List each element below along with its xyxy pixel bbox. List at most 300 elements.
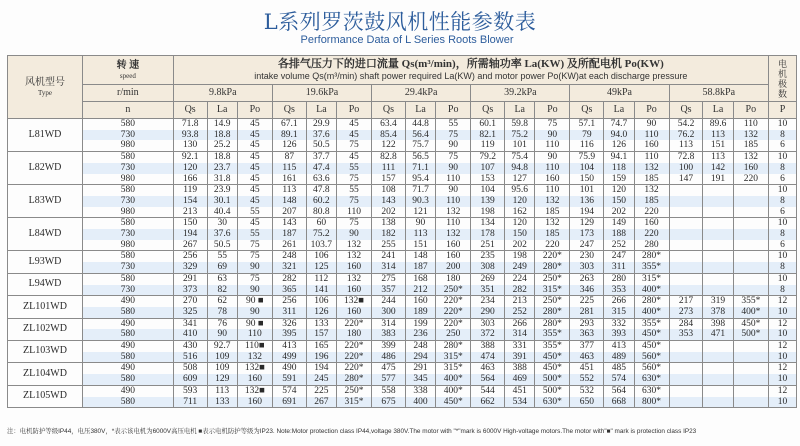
la-value: 564	[604, 385, 634, 396]
footnote: 注：电机防护等级IP44，电压380V，*表示该电机为6000V高压电机 ■表示电机防护等级为IP23. Note:Motor protection class IP44,voltage 380V.The motor with "*"mark is 6000V High-voltage motors.The motor with"■" mark is protection class IP23	[7, 428, 697, 435]
po-value: 630*	[535, 397, 570, 408]
la-value: 331	[505, 341, 535, 352]
qs-value: 82.1	[471, 130, 505, 141]
la-value: 95.6	[505, 185, 535, 196]
qs-value: 234	[471, 296, 505, 307]
speed-value: 580	[83, 251, 174, 262]
la-value: 151	[405, 240, 435, 251]
la-value: 247	[604, 251, 634, 262]
qs-value: 353	[669, 329, 703, 340]
la-value: 71.1	[405, 163, 435, 174]
pole-value: 10	[769, 185, 797, 196]
po-value: 55	[336, 185, 371, 196]
qs-value	[669, 273, 703, 284]
la-value: 315	[604, 307, 634, 318]
po-value	[733, 341, 768, 352]
table-row	[8, 229, 797, 240]
pressure-49: 49kPa	[570, 85, 669, 102]
la-value: 199	[405, 318, 435, 329]
la-value: 60	[306, 218, 336, 229]
po-value: 250*	[336, 385, 371, 396]
po-value: 280*	[634, 251, 669, 262]
qs-value	[669, 229, 703, 240]
po-value: 355*	[535, 341, 570, 352]
qs-value: 67.1	[272, 119, 306, 130]
po-value: 160	[436, 240, 471, 251]
po-value: 220*	[336, 318, 371, 329]
qs-value: 351	[471, 285, 505, 296]
po-value: 75	[237, 273, 272, 284]
qs-value: 284	[669, 318, 703, 329]
qs-value: 122	[372, 140, 406, 151]
qs-value: 63.4	[372, 119, 406, 130]
po-value: 160	[733, 163, 768, 174]
qs-value: 377	[570, 341, 604, 352]
la-value: 413	[604, 341, 634, 352]
po-value: 315*	[336, 397, 371, 408]
po-value: 45	[237, 119, 272, 130]
la-value: 92.7	[207, 341, 237, 352]
po-value	[733, 218, 768, 229]
qs-value: 119	[173, 185, 207, 196]
po-value: 500*	[733, 329, 768, 340]
table-row	[8, 185, 797, 196]
qs-value: 490	[272, 363, 306, 374]
la-header: La	[306, 102, 336, 119]
pole-value: 8	[769, 163, 797, 174]
table-row	[8, 196, 797, 207]
po-value: 160	[237, 397, 272, 408]
la-value: 23.7	[207, 163, 237, 174]
qs-value: 383	[372, 329, 406, 340]
qs-value: 230	[570, 251, 604, 262]
la-value: 113	[703, 130, 733, 141]
la-value: 25.2	[207, 140, 237, 151]
la-value: 75.4	[505, 152, 535, 163]
po-value: 185	[535, 207, 570, 218]
la-value: 198	[505, 251, 535, 262]
po-header: Po	[634, 102, 669, 119]
qs-value: 263	[570, 273, 604, 284]
po-value: 110	[436, 196, 471, 207]
po-value: 45	[237, 218, 272, 229]
qs-value: 194	[570, 207, 604, 218]
la-value: 74.7	[604, 119, 634, 130]
la-value: 47.4	[306, 163, 336, 174]
pole-value: 10	[769, 251, 797, 262]
qs-value: 675	[372, 397, 406, 408]
qs-value: 139	[471, 196, 505, 207]
po-value: 800*	[634, 397, 669, 408]
speed-value: 490	[83, 318, 174, 329]
qs-value: 593	[173, 385, 207, 396]
la-value: 113	[405, 229, 435, 240]
po-value	[733, 273, 768, 284]
po-header: Po	[733, 102, 768, 119]
po-value: 45	[237, 152, 272, 163]
qs-value: 574	[272, 385, 306, 396]
speed-value: 980	[83, 140, 174, 151]
qs-value: 281	[570, 307, 604, 318]
speed-value: 980	[83, 207, 174, 218]
speed-value: 580	[83, 152, 174, 163]
po-value: 160	[336, 307, 371, 318]
po-value	[733, 240, 768, 251]
po-value: 185	[733, 140, 768, 151]
po-value: 355*	[634, 262, 669, 273]
po-value: 630*	[634, 385, 669, 396]
la-value: 314	[505, 329, 535, 340]
la-value: 50.5	[306, 140, 336, 151]
qs-value	[669, 352, 703, 363]
qs-value: 79.2	[471, 152, 505, 163]
la-value: 165	[306, 341, 336, 352]
po-value: 450*	[535, 352, 570, 363]
po-value: 160	[634, 140, 669, 151]
la-header: La	[604, 102, 634, 119]
speed-unit: r/min	[83, 85, 174, 102]
la-value: 194	[306, 363, 336, 374]
po-value: 160	[436, 251, 471, 262]
la-value: 62	[207, 296, 237, 307]
la-value: 94.0	[604, 130, 634, 141]
table-row	[8, 174, 797, 185]
qs-value: 270	[173, 296, 207, 307]
qs-value	[669, 218, 703, 229]
po-value: 280*	[336, 374, 371, 385]
speed-value: 580	[83, 329, 174, 340]
qs-value: 150	[570, 174, 604, 185]
po-value: 450*	[634, 341, 669, 352]
speed-value: 580	[83, 374, 174, 385]
qs-value: 293	[570, 318, 604, 329]
la-value: 534	[505, 397, 535, 408]
po-value	[733, 229, 768, 240]
la-value: 14.9	[207, 119, 237, 130]
pressure-9-8: 9.8kPa	[173, 85, 272, 102]
la-value: 63.6	[306, 174, 336, 185]
table-row	[8, 385, 797, 396]
speed-value: 730	[83, 229, 174, 240]
qs-value: 474	[471, 352, 505, 363]
speed-value: 580	[83, 352, 174, 363]
qs-value: 126	[272, 140, 306, 151]
qs-value: 255	[372, 240, 406, 251]
speed-value: 980	[83, 240, 174, 251]
po-value: 45	[336, 152, 371, 163]
la-value: 469	[505, 374, 535, 385]
la-value: 151	[703, 140, 733, 151]
qs-value: 116	[570, 140, 604, 151]
speed-value: 730	[83, 262, 174, 273]
po-value: 220*	[336, 363, 371, 374]
po-value: 400*	[733, 307, 768, 318]
po-value: 315*	[535, 285, 570, 296]
po-value	[733, 374, 768, 385]
speed-value: 730	[83, 285, 174, 296]
po-value: 220	[733, 174, 768, 185]
po-value	[733, 196, 768, 207]
po-value: 450*	[733, 318, 768, 329]
qs-header: Qs	[173, 102, 207, 119]
qs-value: 326	[272, 318, 306, 329]
po-value: 75	[237, 251, 272, 262]
po-value: 220	[535, 240, 570, 251]
pole-value: 6	[769, 207, 797, 218]
po-value: 450*	[436, 397, 471, 408]
table-row	[8, 341, 797, 352]
table-row	[8, 363, 797, 374]
la-value	[703, 273, 733, 284]
model-name: L84WD	[8, 218, 83, 251]
qs-value: 399	[372, 341, 406, 352]
la-value: 311	[604, 262, 634, 273]
la-value: 94.1	[604, 152, 634, 163]
po-value: 315*	[634, 273, 669, 284]
qs-value	[669, 374, 703, 385]
la-value: 94.8	[505, 163, 535, 174]
qs-value: 235	[471, 251, 505, 262]
la-value: 191	[703, 174, 733, 185]
qs-value: 247	[570, 240, 604, 251]
la-value: 142	[703, 163, 733, 174]
qs-value	[669, 185, 703, 196]
la-value: 37.7	[306, 152, 336, 163]
po-value: 132	[336, 240, 371, 251]
la-value	[703, 251, 733, 262]
la-value: 157	[306, 329, 336, 340]
qs-value: 157	[372, 174, 406, 185]
la-value: 150	[604, 196, 634, 207]
la-value: 75.2	[306, 229, 336, 240]
la-value: 202	[604, 207, 634, 218]
la-value: 30	[207, 218, 237, 229]
po-value	[733, 207, 768, 218]
pole-value: 10	[769, 218, 797, 229]
po-value: 560*	[634, 363, 669, 374]
la-value: 249	[505, 262, 535, 273]
qs-value: 129	[570, 218, 604, 229]
qs-value: 300	[372, 307, 406, 318]
la-value: 55	[207, 251, 237, 262]
la-value: 37.6	[207, 229, 237, 240]
model-name: L81WD	[8, 119, 83, 152]
la-value: 47.8	[306, 185, 336, 196]
pressure-29-4: 29.4kPa	[372, 85, 471, 102]
table-header	[8, 56, 797, 119]
la-header: La	[405, 102, 435, 119]
qs-value: 166	[173, 174, 207, 185]
la-value: 160	[405, 296, 435, 307]
pole-value: 8	[769, 285, 797, 296]
pole-value: 6	[769, 140, 797, 151]
qs-value	[669, 207, 703, 218]
qs-value: 136	[570, 196, 604, 207]
po-value: 110	[733, 119, 768, 130]
qs-value	[669, 240, 703, 251]
qs-value: 173	[570, 229, 604, 240]
la-value: 187	[405, 262, 435, 273]
qs-value: 148	[272, 196, 306, 207]
la-value: 118	[604, 163, 634, 174]
qs-header: Qs	[570, 102, 604, 119]
qs-value: 92.1	[173, 152, 207, 163]
pole-value: 8	[769, 196, 797, 207]
po-value: 110	[436, 218, 471, 229]
la-value: 69	[207, 262, 237, 273]
qs-value: 244	[372, 296, 406, 307]
la-value: 451	[505, 385, 535, 396]
qs-value: 154	[173, 196, 207, 207]
qs-value: 251	[471, 240, 505, 251]
po-value: 220*	[436, 307, 471, 318]
speed-value: 580	[83, 185, 174, 196]
po-value: 90	[237, 262, 272, 273]
qs-value: 308	[471, 262, 505, 273]
la-value: 63	[207, 273, 237, 284]
qs-value: 87	[272, 152, 306, 163]
qs-value: 138	[372, 218, 406, 229]
la-value: 75.7	[405, 140, 435, 151]
table-row	[8, 218, 797, 229]
table-row	[8, 152, 797, 163]
la-value: 18.8	[207, 152, 237, 163]
qs-value: 113	[669, 140, 703, 151]
po-value: 110	[634, 152, 669, 163]
qs-value: 256	[272, 296, 306, 307]
table-row	[8, 352, 797, 363]
speed-value: 980	[83, 174, 174, 185]
la-value: 113	[207, 385, 237, 396]
la-value: 159	[604, 174, 634, 185]
la-value: 252	[604, 240, 634, 251]
po-value	[733, 397, 768, 408]
qs-value: 329	[173, 262, 207, 273]
po-value: 90	[336, 229, 371, 240]
qs-value	[669, 397, 703, 408]
po-value: 45	[237, 163, 272, 174]
la-value: 574	[604, 374, 634, 385]
la-value: 266	[505, 318, 535, 329]
po-value: 75	[237, 240, 272, 251]
qs-value: 363	[570, 329, 604, 340]
po-value: 400*	[634, 307, 669, 318]
la-value: 80.8	[306, 207, 336, 218]
po-value: 90	[436, 140, 471, 151]
po-value: 110■	[237, 341, 272, 352]
qs-header: Qs	[669, 102, 703, 119]
speed-value: 490	[83, 341, 174, 352]
qs-value: 194	[173, 229, 207, 240]
qs-value: 650	[570, 397, 604, 408]
pole-value: 10	[769, 374, 797, 385]
table-row	[8, 119, 797, 130]
table-row	[8, 273, 797, 284]
la-value: 106	[306, 296, 336, 307]
pole-value: 10	[769, 352, 797, 363]
po-header: Po	[535, 102, 570, 119]
la-value: 76	[207, 318, 237, 329]
qs-value: 711	[173, 397, 207, 408]
po-value: 450*	[535, 363, 570, 374]
qs-value: 143	[272, 218, 306, 229]
la-header: La	[207, 102, 237, 119]
la-value: 471	[703, 329, 733, 340]
la-value: 60.2	[306, 196, 336, 207]
speed-value: 490	[83, 296, 174, 307]
qs-value: 225	[570, 296, 604, 307]
qs-value: 82.8	[372, 152, 406, 163]
la-value: 393	[604, 329, 634, 340]
la-value: 213	[505, 296, 535, 307]
la-value: 266	[604, 296, 634, 307]
subcolumn-header-row	[8, 102, 797, 119]
qs-value: 311	[272, 307, 306, 318]
po-header: Po	[436, 102, 471, 119]
page-title: L系列罗茨鼓风机性能参数表	[263, 10, 537, 34]
qs-value: 321	[272, 262, 306, 273]
po-value: 90	[237, 307, 272, 318]
model-name: ZL101WD	[8, 296, 83, 318]
la-value: 248	[405, 341, 435, 352]
po-value: 132	[436, 229, 471, 240]
po-value	[733, 352, 768, 363]
table-row	[8, 140, 797, 151]
model-name: ZL105WD	[8, 385, 83, 407]
qs-value: 202	[372, 207, 406, 218]
po-value: 75	[436, 152, 471, 163]
qs-value: 113	[272, 185, 306, 196]
la-value: 113	[703, 152, 733, 163]
qs-value: 269	[471, 273, 505, 284]
la-value: 225	[306, 385, 336, 396]
la-value	[703, 385, 733, 396]
po-value: 280*	[535, 307, 570, 318]
la-value: 120	[505, 218, 535, 229]
la-value: 90.3	[405, 196, 435, 207]
po-value: 55	[436, 119, 471, 130]
la-value: 129	[207, 374, 237, 385]
pole-value: 8	[769, 262, 797, 273]
qs-value: 544	[471, 385, 505, 396]
pressure-19-6: 19.6kPa	[272, 85, 371, 102]
po-value: 110	[436, 174, 471, 185]
po-value: 315*	[436, 352, 471, 363]
la-value: 18.8	[207, 130, 237, 141]
la-value: 37.6	[306, 130, 336, 141]
po-value: 90 ■	[237, 318, 272, 329]
po-value: 110	[535, 185, 570, 196]
qs-value: 662	[471, 397, 505, 408]
la-value: 291	[405, 363, 435, 374]
po-value: 180	[336, 329, 371, 340]
la-value	[703, 397, 733, 408]
po-value: 132	[237, 352, 272, 363]
po-value: 90 ■	[237, 296, 272, 307]
la-value: 400	[405, 397, 435, 408]
model-name: L82WD	[8, 152, 83, 185]
la-value: 489	[604, 352, 634, 363]
la-value: 319	[703, 296, 733, 307]
table-body	[8, 119, 797, 408]
po-value: 45	[237, 140, 272, 151]
po-value: 185	[634, 196, 669, 207]
la-value: 89.6	[703, 119, 733, 130]
la-value: 133	[207, 397, 237, 408]
qs-value	[669, 251, 703, 262]
la-value	[703, 352, 733, 363]
pole-value: 8	[769, 229, 797, 240]
